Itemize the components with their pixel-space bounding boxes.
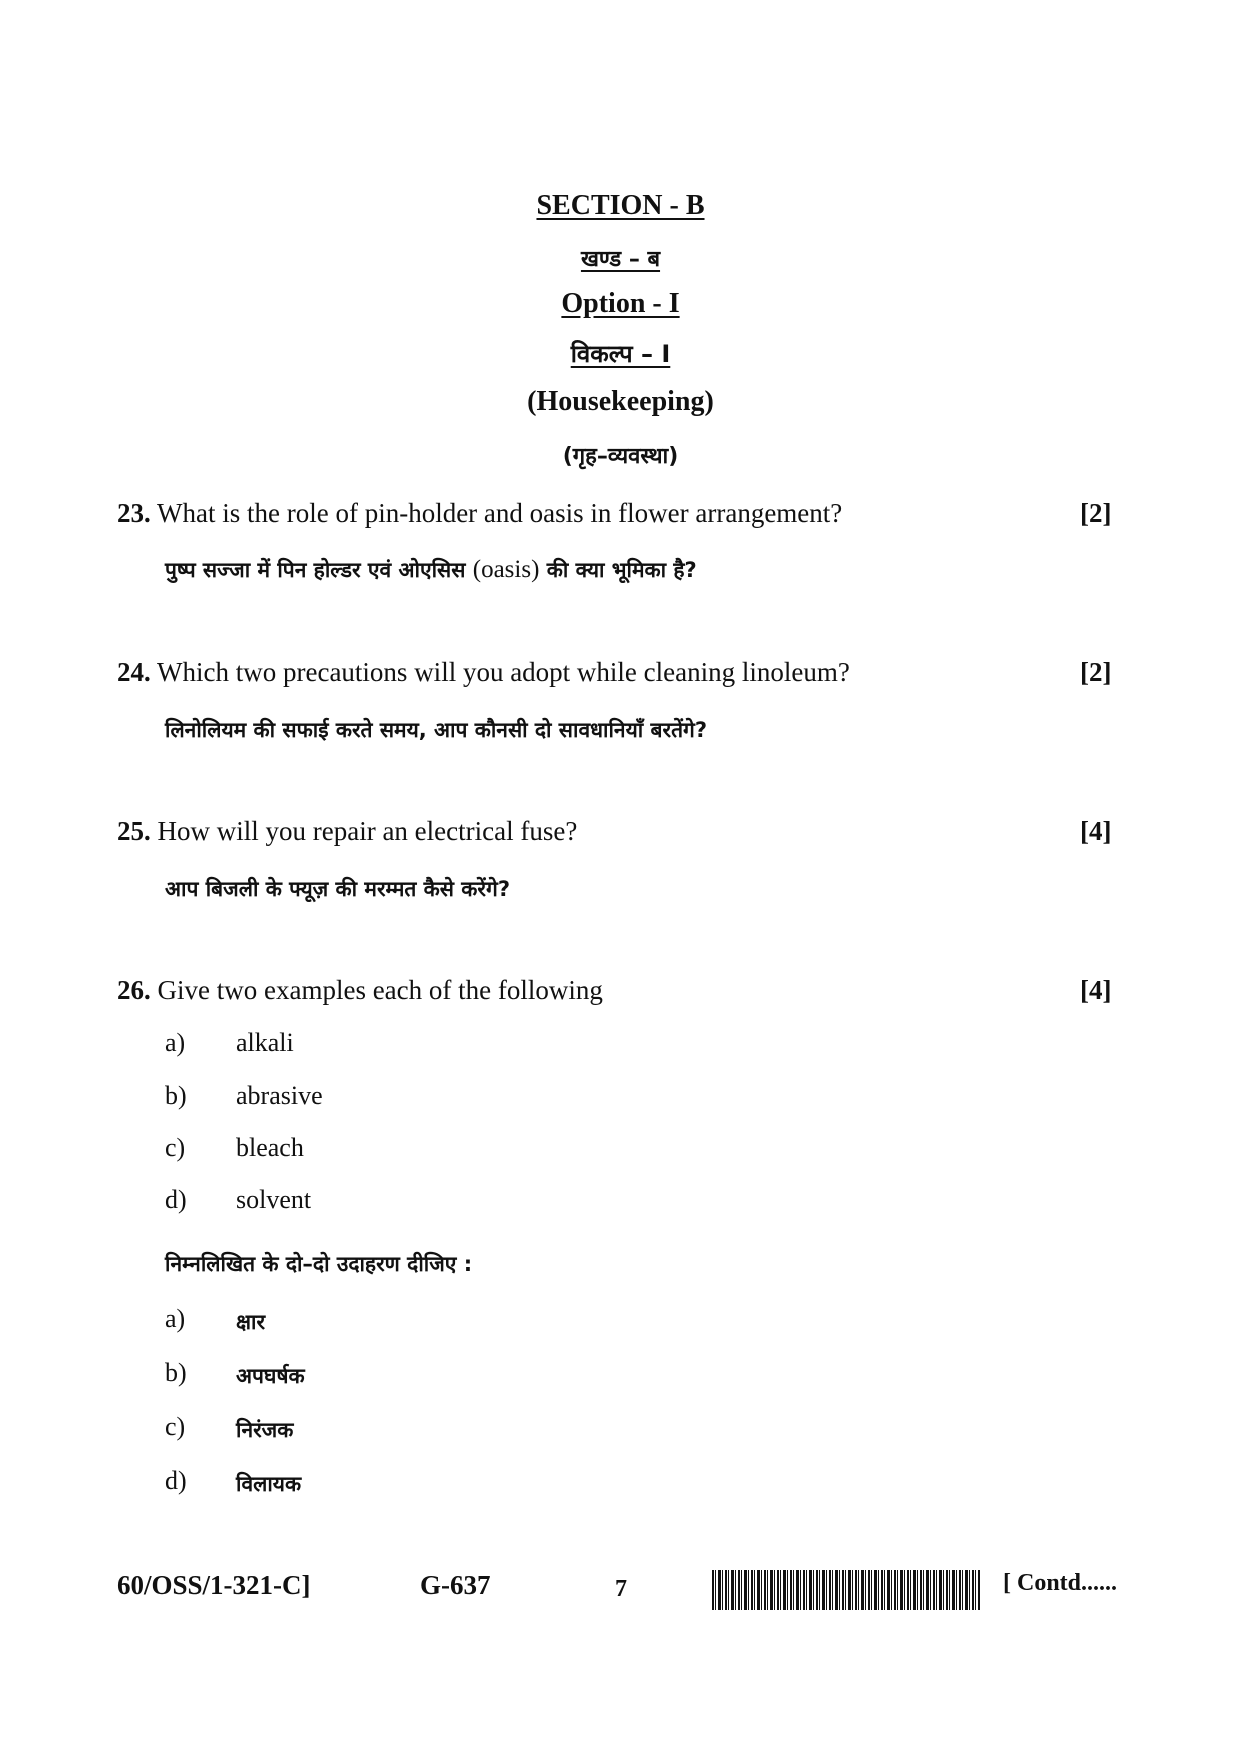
question-marks: [2] [1080, 498, 1112, 528]
question-english: Which two precautions will you adopt while cleaning linoleum? [157, 657, 850, 687]
question-marks: [4] [1080, 975, 1112, 1005]
section-heading: SECTION - B [536, 190, 705, 221]
question-number: 23. [117, 498, 151, 528]
subject-heading: (Housekeeping) [527, 386, 714, 417]
page-footer [0, 1570, 1241, 1610]
option-label: a) [165, 1304, 186, 1333]
question-text [117, 657, 850, 688]
section-heading-hindi: खण्ड – ब [580, 247, 661, 272]
question-marks: [2] [1080, 657, 1112, 687]
question-english: How will you repair an electrical fuse? [157, 816, 578, 846]
g-code: G-637 [420, 1570, 491, 1600]
option-heading-hindi: विकल्प – I [570, 340, 671, 368]
question-number: 24. [117, 657, 151, 687]
question-number: 25. [117, 816, 151, 846]
option-text-hindi: क्षार [236, 1310, 266, 1334]
question-english: What is the role of pin-holder and oasis in flower arrangement? [157, 498, 843, 528]
option-text: alkali [236, 1028, 294, 1057]
option-label: d) [165, 1466, 187, 1495]
question-english: Give two examples each of the following [157, 975, 603, 1005]
continued-label: [ Contd...... [1003, 1570, 1118, 1596]
question-number: 26. [117, 975, 151, 1005]
option-text-hindi: अपघर्षक [236, 1364, 305, 1388]
question-text [117, 975, 603, 1006]
page-number: 7 [615, 1576, 627, 1602]
question-text [117, 816, 577, 847]
option-label: b) [165, 1081, 187, 1110]
question-marks: [4] [1080, 816, 1112, 846]
option-label: a) [165, 1028, 186, 1057]
question-hindi: पुष्प सज्जा में पिन होल्डर एवं ओएसिस (oasis) की क्या भूमिका है? [165, 556, 697, 583]
option-text: solvent [236, 1185, 312, 1214]
option-label: c) [165, 1412, 186, 1441]
subject-heading-hindi: (गृह–व्यवस्था) [562, 444, 679, 469]
question-text [117, 498, 842, 529]
paper-code: 60/OSS/1-321-C] [117, 1570, 311, 1600]
option-label: c) [165, 1133, 186, 1162]
question-hindi: निम्नलिखित के दो–दो उदाहरण दीजिए : [165, 1252, 473, 1276]
option-text: bleach [236, 1133, 304, 1162]
option-label: d) [165, 1185, 187, 1214]
option-text-hindi: निरंजक [236, 1418, 294, 1442]
option-label: b) [165, 1358, 187, 1387]
question-hindi: आप बिजली के फ्यूज़ की मरम्मत कैसे करेंगे? [165, 877, 511, 901]
question-hindi: लिनोलियम की सफाई करते समय, आप कौनसी दो सावधानियाँ बरतेंगे? [165, 718, 708, 742]
option-text-hindi: विलायक [236, 1472, 302, 1496]
option-text: abrasive [236, 1081, 323, 1110]
option-heading: Option - I [561, 288, 680, 319]
barcode [712, 1570, 980, 1610]
